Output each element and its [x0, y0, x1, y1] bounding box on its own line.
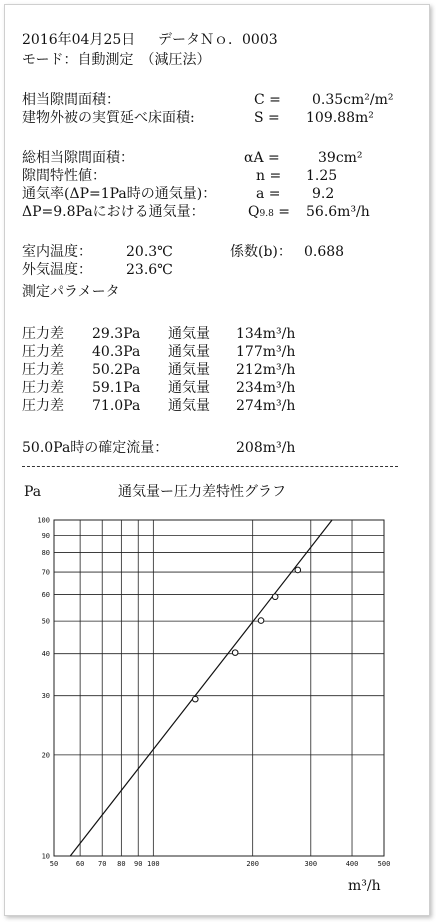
indoor-temp-label: 室内温度：: [22, 244, 92, 260]
flow-value: 274m³/h: [236, 398, 296, 414]
pressure-label: 圧力差: [22, 344, 64, 360]
data-number: データＮｏ．0003: [158, 32, 278, 48]
flow-value: 177m³/h: [236, 344, 296, 360]
x-tick-label: 90: [134, 860, 143, 868]
pressure-label: 圧力差: [22, 398, 64, 414]
s-value: 109.88m²: [306, 110, 374, 126]
x-tick-label: 200: [246, 860, 260, 868]
measurement-mode: モード：自動測定 （減圧法）: [22, 52, 211, 68]
c-label: 相当隙間面積：: [22, 92, 120, 108]
y-tick-label: 60: [41, 591, 50, 600]
pressure-value: 71.0Pa: [92, 398, 141, 414]
x-tick-label: 500: [377, 860, 391, 868]
pressure-value: 50.2Pa: [92, 362, 141, 378]
n-symbol: n =: [256, 168, 282, 184]
flow-label: 通気量: [168, 380, 210, 396]
flow-value: 134m³/h: [236, 326, 296, 342]
y-tick-label: 100: [37, 516, 50, 525]
q-subscript: 9.8: [259, 209, 274, 219]
data-point: [272, 594, 278, 600]
y-tick-label: 80: [41, 549, 50, 558]
x-tick-label: 80: [117, 860, 126, 868]
chart-title: 通気量ー圧力差特性グラフ: [118, 484, 286, 500]
plot-border: [54, 520, 384, 856]
y-tick-label: 40: [41, 650, 50, 659]
pressure-label: 圧力差: [22, 362, 64, 378]
a-label: 通気率(ΔP=1Pa時の通気量)：: [22, 186, 217, 202]
data-point: [295, 567, 301, 573]
s-symbol: S =: [254, 110, 280, 126]
x-tick-label: 400: [345, 860, 359, 868]
pressure-label: 圧力差: [22, 326, 64, 342]
c-value: 0.35cm²/m²: [312, 92, 394, 108]
y-tick-label: 50: [41, 617, 50, 626]
y-tick-label: 30: [41, 692, 50, 701]
aa-symbol: αA =: [244, 150, 280, 166]
aa-value: 39cm²: [318, 150, 363, 166]
data-point: [192, 696, 198, 702]
x-tick-label: 70: [98, 860, 107, 868]
x-tick-label: 50: [49, 860, 59, 868]
flow-value: 234m³/h: [236, 380, 296, 396]
outdoor-temp-label: 外気温度：: [22, 262, 92, 278]
y-tick-label: 70: [41, 568, 50, 577]
y-tick-label: 10: [41, 852, 50, 861]
data-point: [258, 618, 264, 624]
coef-value: 0.688: [304, 244, 345, 260]
flow-label: 通気量: [168, 398, 210, 414]
coef-label: 係数(b)：: [230, 244, 292, 260]
confirmed-value: 208m³/h: [236, 440, 296, 456]
n-label: 隙間特性値：: [22, 168, 106, 184]
confirmed-label: 50.0Pa時の確定流量：: [22, 440, 169, 456]
indoor-temp-value: 20.3℃: [126, 244, 173, 260]
x-axis-label: m³/h: [348, 878, 381, 894]
y-tick-label: 90: [41, 531, 50, 540]
report-date: 2016年04月25日: [22, 32, 136, 48]
s-label: 建物外被の実質延べ床面積:: [22, 110, 195, 126]
pressure-label: 圧力差: [22, 380, 64, 396]
x-tick-label: 60: [75, 860, 85, 868]
fit-line: [70, 520, 332, 856]
data-point: [232, 650, 238, 656]
outdoor-temp-value: 23.6℃: [126, 262, 173, 278]
aa-label: 総相当隙間面積：: [22, 150, 134, 166]
a-value: 9.2: [312, 186, 335, 202]
x-tick-label: 100: [147, 860, 160, 868]
n-value: 1.25: [306, 168, 338, 184]
pressure-value: 59.1Pa: [92, 380, 141, 396]
q-label: ΔP=9.8Paにおける通気量：: [22, 204, 205, 220]
flow-label: 通気量: [168, 326, 210, 342]
x-tick-label: 300: [304, 860, 318, 868]
flow-label: 通気量: [168, 362, 210, 378]
q-value: 56.6m³/h: [306, 204, 370, 220]
q-symbol: Q9.8 =: [248, 204, 290, 220]
flow-label: 通気量: [168, 344, 210, 360]
y-tick-label: 20: [41, 751, 50, 760]
pressure-value: 29.3Pa: [92, 326, 141, 342]
a-symbol: a =: [256, 186, 281, 202]
y-axis-label: Pa: [24, 484, 42, 500]
c-symbol: C =: [254, 92, 281, 108]
parameter-title: 測定パラメータ: [22, 284, 120, 300]
flow-value: 212m³/h: [236, 362, 296, 378]
pressure-value: 40.3Pa: [92, 344, 141, 360]
